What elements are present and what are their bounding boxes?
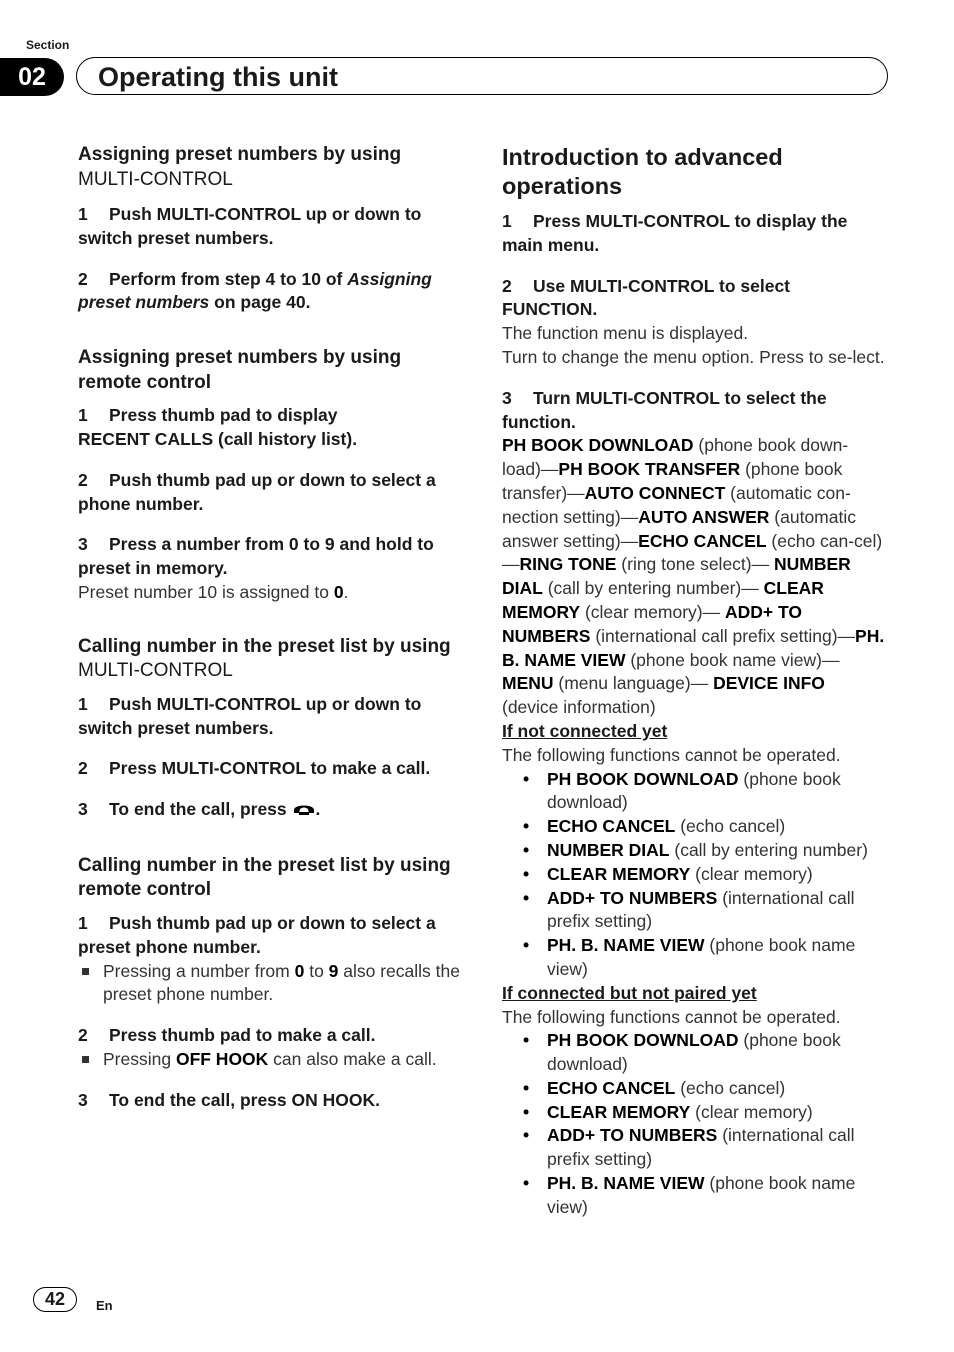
note-bullet-icon [82, 1056, 89, 1063]
subheading-not-paired: If connected but not paired yet [502, 982, 757, 1003]
note-text: Preset number 10 is assigned to 0. [78, 581, 349, 602]
page-number: 42 [33, 1287, 77, 1312]
list-item: • CLEAR MEMORY (clear memory) [523, 863, 813, 884]
step: 2 Push thumb pad up or down to select a phone number. [78, 469, 436, 514]
step: 1 Push MULTI-CONTROL up or down to switch preset numbers. [78, 204, 422, 248]
list-item: • CLEAR MEMORY (clear memory) [523, 1101, 813, 1122]
step: 2 Perform from step 4 to 10 of Assigning preset numbers on page 40. [78, 268, 432, 313]
step: 2 Press thumb pad to make a call. [78, 1025, 376, 1046]
body-text: The following functions cannot be operated. [502, 744, 841, 765]
right-column [502, 143, 886, 1220]
list-item: • PH BOOK DOWNLOAD (phone book download) [523, 768, 841, 813]
note-bullet-icon [82, 968, 89, 975]
language-label: En [96, 1298, 113, 1313]
list-item: • ADD+ TO NUMBERS (international call prefix setting) [523, 887, 855, 932]
list-item: • PH. B. NAME VIEW (phone book name view) [523, 935, 856, 979]
list-item: • ADD+ TO NUMBERS (international call prefix setting) [523, 1125, 855, 1170]
list-item: • NUMBER DIAL (call by entering number) [523, 839, 868, 860]
step: 3 Press a number from 0 to 9 and hold to preset in memory. [78, 534, 434, 579]
note-item: Pressing OFF HOOK can also make a call. [78, 1048, 466, 1072]
step: 3 To end the call, press ON HOOK. [78, 1089, 380, 1110]
body-text: The function menu is displayed. [502, 323, 749, 344]
heading-advanced-operations: Introduction to advanced operations [502, 144, 783, 199]
subheading-not-connected: If not connected yet [502, 720, 668, 741]
heading-call-multicontrol: Calling number in the preset list by using MULTI-CONTROL [78, 635, 451, 682]
step: 2 Press MULTI-CONTROL to make a call. [78, 758, 431, 779]
section-number: 02 [0, 58, 64, 96]
list-item: • PH. B. NAME VIEW (phone book name view) [523, 1173, 856, 1217]
step: 1 Press MULTI-CONTROL to display the main menu. [502, 211, 848, 255]
left-column [78, 143, 466, 1113]
body-text: The following functions cannot be operated. [502, 1006, 841, 1027]
list-item: • ECHO CANCEL (echo cancel) [523, 816, 786, 837]
heading-preset-multicontrol: Assigning preset numbers by using MULTI-CONTROL [78, 144, 402, 190]
step: 3 Turn MULTI-CONTROL to select the function. [502, 387, 827, 432]
note-item: Pressing a number from 0 to 9 also recalls the preset phone number. [78, 960, 466, 1008]
step: 2 Use MULTI-CONTROL to select FUNCTION. [502, 275, 791, 320]
page-title: Operating this unit [98, 62, 338, 92]
step: 1 Press thumb pad to display RECENT CALLS (call history list). [78, 405, 358, 449]
section-label: Section [26, 38, 70, 52]
body-text: Turn to change the menu option. Press to se-lect. [502, 346, 885, 367]
step: 1 Push MULTI-CONTROL up or down to switch preset numbers. [78, 693, 422, 738]
heading-call-remote: Calling number in the preset list by using remote control [78, 854, 451, 901]
list-item: • PH BOOK DOWNLOAD (phone book download) [523, 1030, 841, 1075]
heading-preset-remote: Assigning preset numbers by using remote control [78, 347, 402, 393]
function-list: PH BOOK DOWNLOAD (phone book down-load)—PH BOOK TRANSFER (phone book transfer)—AUTO CONNECT (automatic con-nection setting)—AUTO ANSWER (automatic answer setting)—ECHO CANCEL (echo can-cel)—RING TONE (ring tone select)— NUMBER DIAL (call by entering number)— CLEAR MEMORY (clear memory)— ADD+ TO NUMBERS (international call prefix setting)—PH. B. NAME VIEW (phone book name view)—MENU (menu language)— DEVICE INFO (device information) [502, 435, 885, 718]
list-item: • ECHO CANCEL (echo cancel) [523, 1077, 786, 1098]
step: 3 To end the call, press . [78, 798, 466, 824]
phone-hang-up-icon [292, 800, 316, 824]
step: 1 Push thumb pad up or down to select a preset phone number. [78, 912, 436, 957]
